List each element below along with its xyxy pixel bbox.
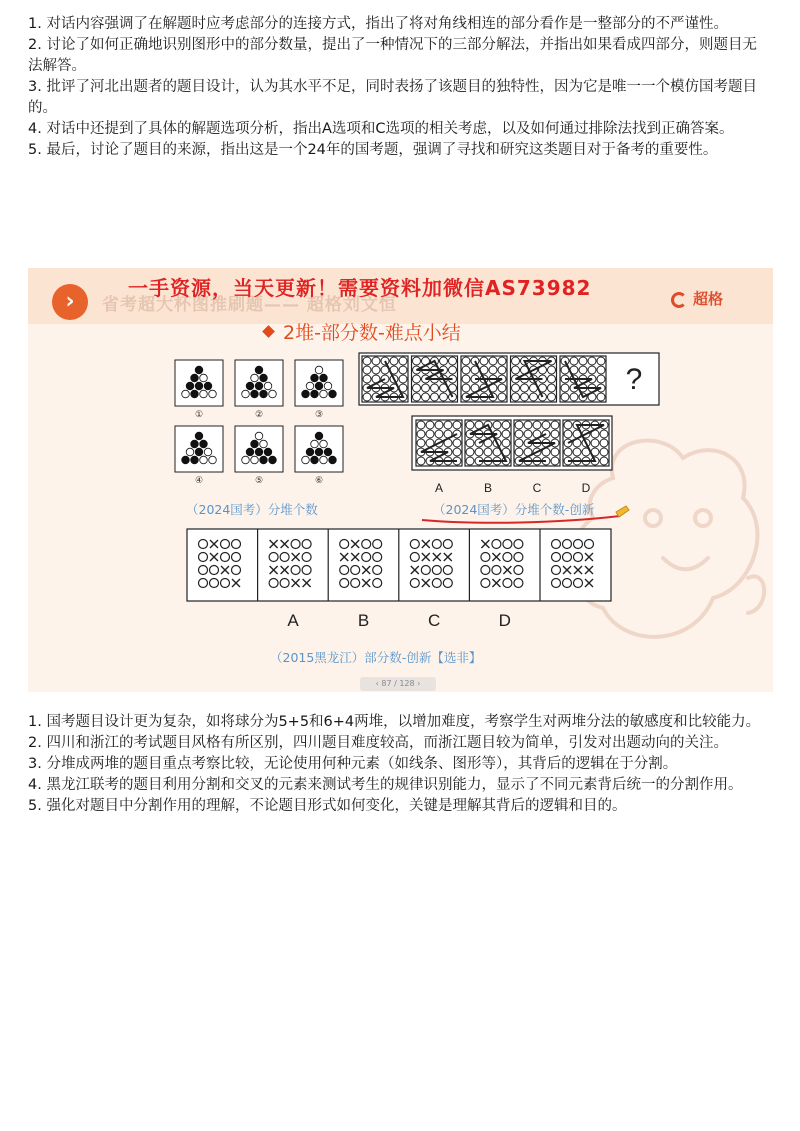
puzzle-panel-3 [186,528,612,632]
summary-list-bottom [28,712,770,817]
sequence-cell [461,356,507,402]
caption-2015-heilongjiang: （2015黑龙江）部分数-创新【选非】 [270,650,482,665]
option-number-label: ④ [194,475,204,483]
summary-list-top [28,14,770,161]
sequence-row [359,353,659,405]
summary-item: 1. 对话内容强调了在解题时应考虑部分的连接方式，指出了将对角线相连的部分看作是一整部分的不严谨性。 [28,16,728,32]
brand-logo: 超格 [671,288,723,309]
summary-item: 5. 强化对题目中分割作用的理解，不论题目形式如何变化，关键是理解其背后的逻辑和目的。 [28,798,627,814]
option-cell [416,420,462,466]
summary-item: 5. 最后，讨论了题目的来源，指出这是一个24年的国考题，强调了寻找和研究这类题目对于备考的重要性。 [28,142,718,158]
sequence-cell [560,356,606,402]
option-letter: A [434,481,444,495]
summary-item: 2. 讨论了如何正确地识别图形中的部分数量，提出了一种情况下的三部分解法，并指出如果看成四部分，则题目无法解答。 [28,37,757,74]
diamond-bullet-icon [262,325,275,338]
slide-heading: 2堆-部分数-难点小结 [264,318,461,345]
next-arrow-icon[interactable]: › [52,284,88,320]
triangle-option-box [235,360,283,406]
option-number-label: ② [254,409,264,419]
lecture-slide-image [28,268,773,692]
sequence-cell [412,356,458,402]
summary-item: 3. 分堆成两堆的题目重点考察比较，无论使用何种元素（如线条、图形等），其背后的逻辑在于分割。 [28,756,678,772]
option-number-label: ⑤ [254,475,264,483]
triangle-option-box [175,426,223,472]
option-cell [563,420,609,466]
option-letter: A [287,611,299,630]
puzzle-panel-1 [174,359,354,483]
caption-2024-guokao-1: （2024国考）分堆个数 [186,502,318,517]
triangle-option-box [295,360,343,406]
triangle-option-box [175,360,223,406]
summary-item: 2. 四川和浙江的考试题目风格有所区别，四川题目难度较高，而浙江题目较为简单，引发对出题动向的关注。 [28,735,728,751]
option-letter: C [428,611,441,630]
sequence-cell [362,356,408,402]
triangle-option-box [295,426,343,472]
watermark-text: 一手资源，当天更新！需要资料加微信AS73982 [128,276,592,300]
option-number-label: ③ [314,409,324,419]
red-underline-annotation [420,504,630,526]
sequence-cell [511,356,557,402]
option-letter: C [532,481,542,495]
option-number-label: ① [194,409,204,419]
caption-2024-guokao-2: （2024国考）分堆个数-创新 [433,502,595,517]
option-number-label: ⑥ [314,475,324,483]
option-letter: D [581,481,591,495]
banner-course-title: 省考超大杯图推刷题—— 超格刘文恒 [102,295,397,315]
triangle-option-box [235,426,283,472]
summary-item: 1. 国考题目设计更为复杂，如将球分为5+5和6+4两堆，以增加难度，考察学生对两堆分法的敏感度和比较能力。 [28,714,761,730]
option-row [412,416,612,470]
question-mark: ? [625,363,643,396]
summary-item: 4. 对话中还提到了具体的解题选项分析，指出A选项和C选项的相关考虑，以及如何通过排除法找到正确答案。 [28,121,734,137]
summary-item: 3. 批评了河北出题者的题目设计，认为其水平不足，同时表扬了该题目的独特性，因为它是唯一一个模仿国考题目的。 [28,79,757,116]
option-letter: B [357,611,370,630]
option-cell [514,420,560,466]
summary-item: 4. 黑龙江联考的题目利用分割和交叉的元素来测试考生的规律识别能力，显示了不同元素背后统一的分割作用。 [28,777,743,793]
option-letter: B [483,481,493,495]
puzzle-panel-2 [358,352,663,496]
slide-pager[interactable]: ‹ 87 / 128 › [360,677,436,691]
option-letter: D [498,611,511,630]
option-cell [465,420,511,466]
brand-g-icon [671,292,687,308]
